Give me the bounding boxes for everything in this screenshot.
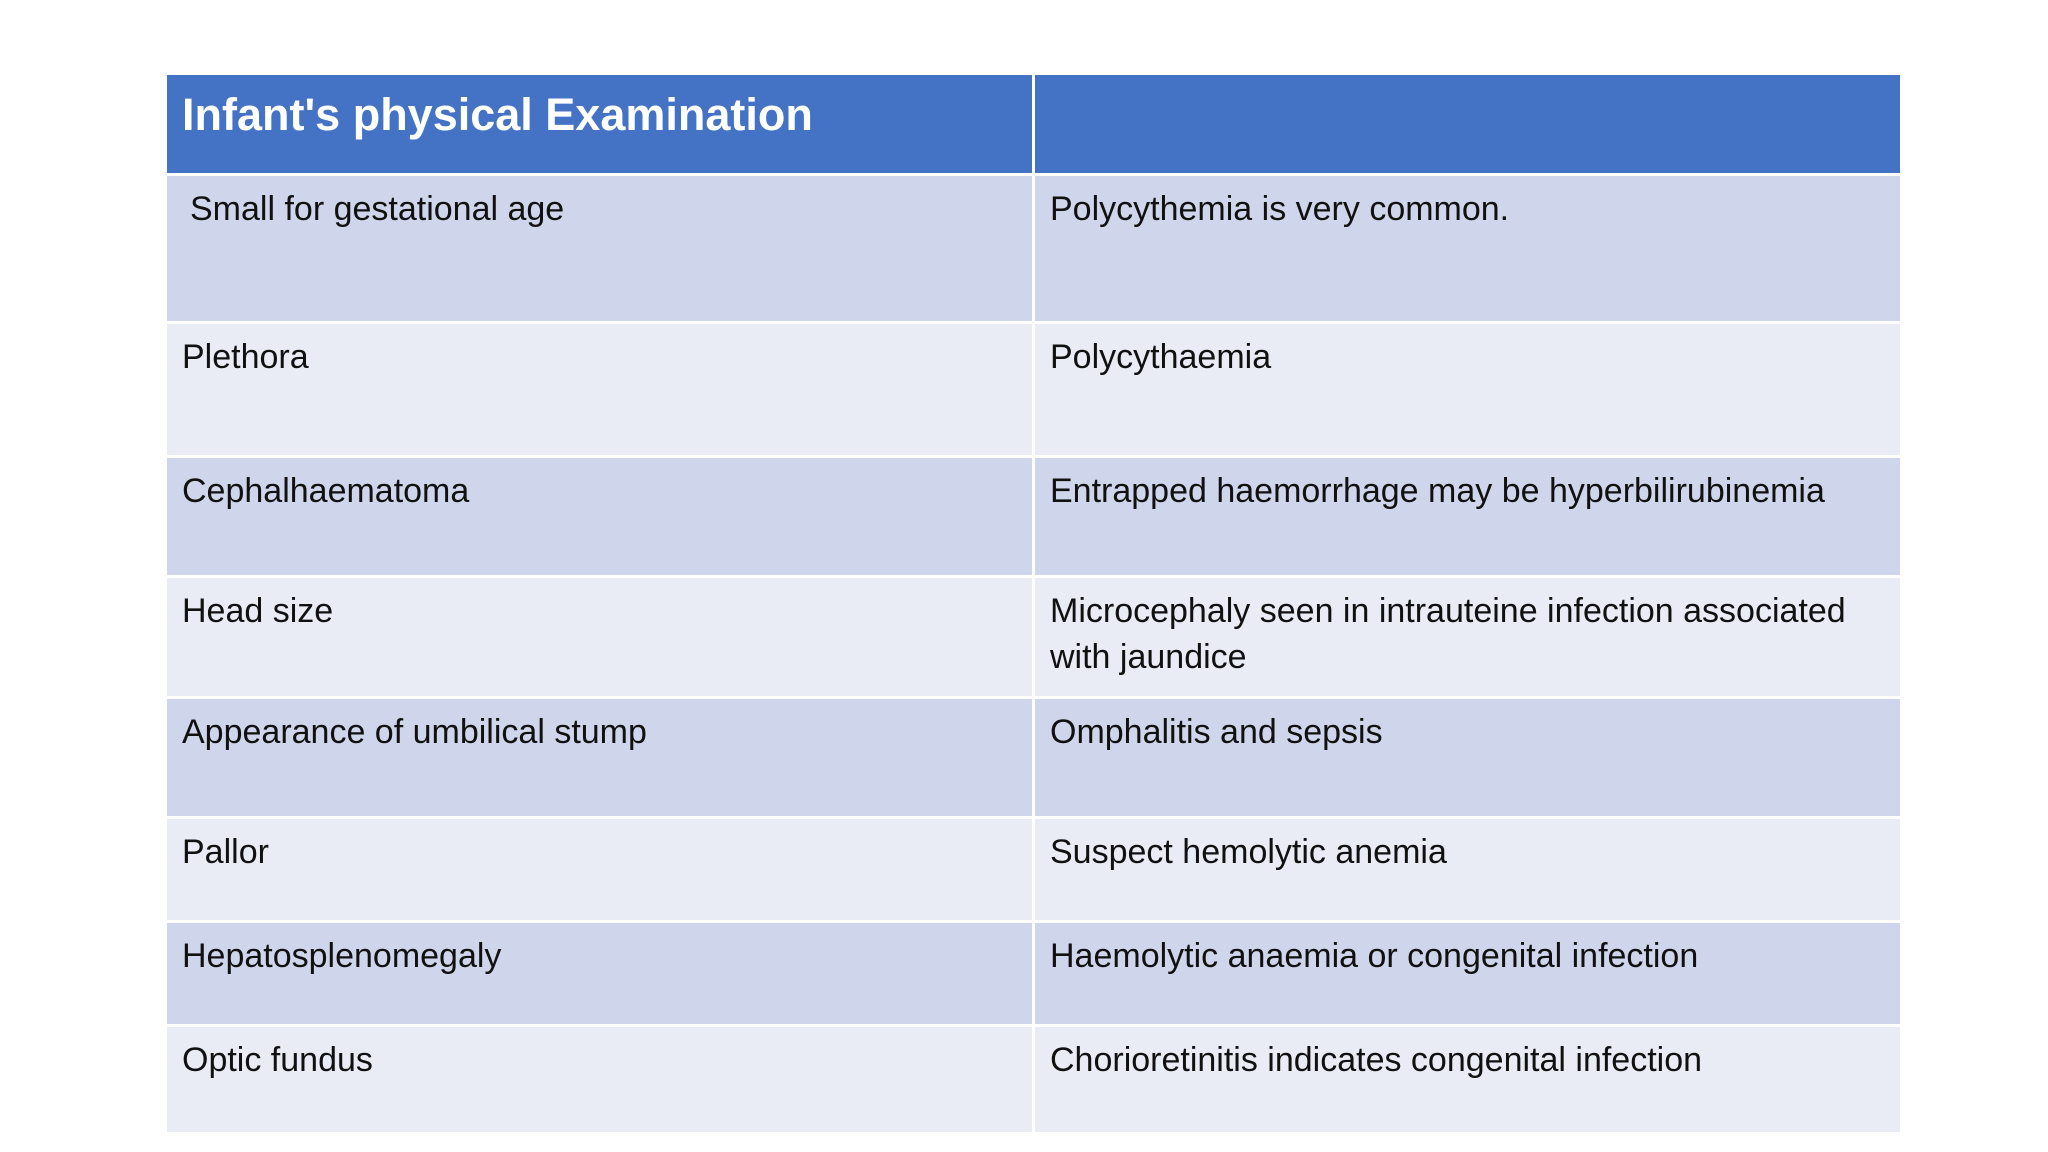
table-header-row: [166, 74, 1902, 175]
significance-cell: Polycythaemia: [1034, 323, 1902, 457]
table-row: [166, 175, 1902, 323]
finding-cell: Head size: [166, 577, 1034, 698]
table-header-empty: [1034, 74, 1902, 175]
significance-cell: Microcephaly seen in intrauteine infection associated with jaundice: [1034, 577, 1902, 698]
finding-cell: Appearance of umbilical stump: [166, 698, 1034, 818]
table-row: [166, 323, 1902, 457]
significance-cell: Haemolytic anaemia or congenital infection: [1034, 922, 1902, 1026]
table-row: [166, 1026, 1902, 1134]
examination-table: [164, 72, 1903, 1135]
significance-cell: Suspect hemolytic anemia: [1034, 818, 1902, 922]
table-row: [166, 698, 1902, 818]
finding-cell: Optic fundus: [166, 1026, 1034, 1134]
table-row: [166, 922, 1902, 1026]
finding-cell: Plethora: [166, 323, 1034, 457]
significance-cell: Chorioretinitis indicates congenital infection: [1034, 1026, 1902, 1134]
significance-cell: Polycythemia is very common.: [1034, 175, 1902, 323]
finding-cell: Cephalhaematoma: [166, 457, 1034, 577]
table-row: [166, 818, 1902, 922]
finding-cell: Pallor: [166, 818, 1034, 922]
finding-cell: Small for gestational age: [166, 175, 1034, 323]
significance-cell: Omphalitis and sepsis: [1034, 698, 1902, 818]
table-row: [166, 457, 1902, 577]
significance-cell: Entrapped haemorrhage may be hyperbilirubinemia: [1034, 457, 1902, 577]
table-title: Infant's physical Examination: [166, 74, 1034, 175]
finding-cell: Hepatosplenomegaly: [166, 922, 1034, 1026]
table-row: [166, 577, 1902, 698]
